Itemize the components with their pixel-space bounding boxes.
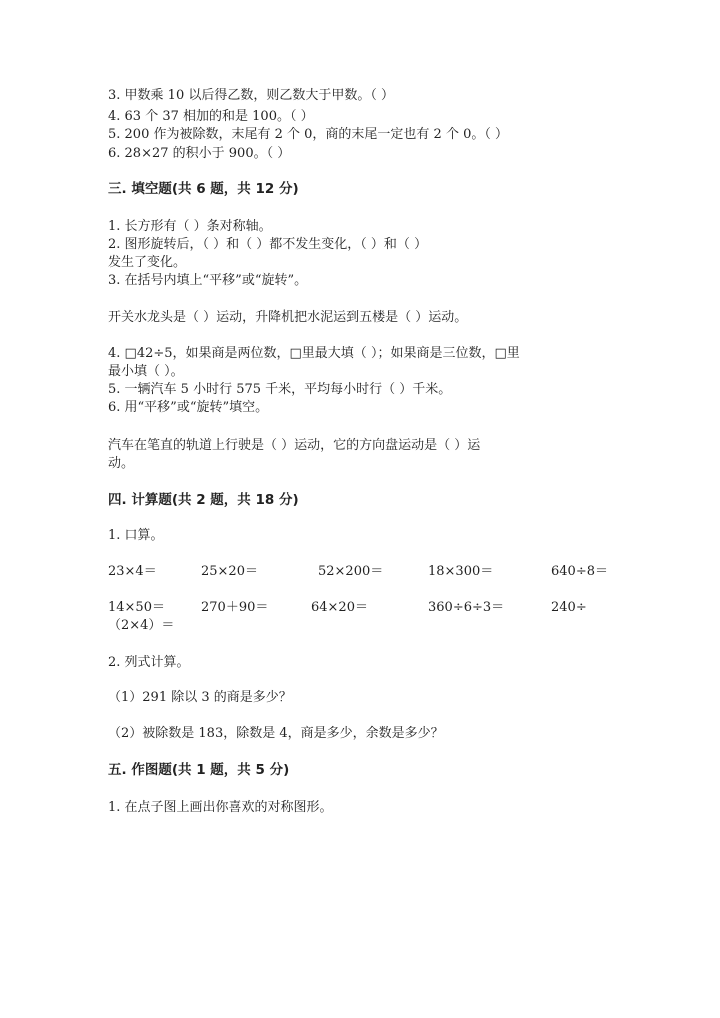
fill-question-2-line2: 发生了变化。 [108, 255, 187, 270]
mental-math-item: 240÷ [551, 600, 587, 615]
section-heading-drawing: 五. 作图题(共 1 题，共 5 分) [108, 762, 290, 778]
mental-math-item: 270＋90＝ [201, 600, 269, 615]
fill-question-4-line1: 4. □42÷5，如果商是两位数，□里最大填（ ）；如果商是三位数，□里 [108, 346, 520, 361]
mental-math-item: 14×50＝ [108, 600, 165, 615]
mental-math-item: 23×4＝ [108, 564, 157, 579]
mental-math-item: 18×300＝ [428, 564, 494, 579]
judge-question-3: 3. 甲数乘 10 以后得乙数，则乙数大于甲数。（ ） [108, 88, 394, 103]
judge-question-5: 5. 200 作为被除数，末尾有 2 个 0，商的末尾一定也有 2 个 0。（ ） [108, 127, 508, 142]
fill-question-3: 3. 在括号内填上“平移”或“旋转”。 [108, 273, 308, 288]
mental-math-item: 25×20＝ [201, 564, 258, 579]
fill-question-6-line2: 动。 [108, 456, 135, 471]
judge-question-4: 4. 63 个 37 相加的和是 100。（ ） [108, 109, 314, 124]
mental-math-item: 64×20＝ [311, 600, 368, 615]
calc-question-2: 2. 列式计算。 [108, 655, 190, 670]
calc-question-2-part1: （1）291 除以 3 的商是多少？ [108, 690, 292, 705]
fill-question-6: 6. 用“平移”或“旋转”填空。 [108, 400, 269, 415]
fill-question-3-sentence: 开关水龙头是（ ）运动，升降机把水泥运到五楼是（ ）运动。 [108, 310, 468, 325]
calc-question-2-part2: （2）被除数是 183，除数是 4，商是多少，余数是多少？ [108, 726, 444, 741]
mental-math-item-continued: （2×4）＝ [108, 618, 175, 633]
judge-question-6: 6. 28×27 的积小于 900。（ ） [108, 146, 291, 161]
section-heading-fill-blank: 三. 填空题(共 6 题，共 12 分) [108, 181, 299, 197]
fill-question-1: 1. 长方形有（ ）条对称轴。 [108, 219, 272, 234]
mental-math-item: 640÷8＝ [551, 564, 608, 579]
section-heading-calculation: 四. 计算题(共 2 题，共 18 分) [108, 492, 299, 508]
fill-question-4-line2: 最小填（ ）。 [108, 364, 184, 379]
mental-math-item: 360÷6÷3＝ [428, 600, 505, 615]
fill-question-6-line1: 汽车在笔直的轨道上行驶是（ ）运动，它的方向盘运动是（ ）运 [108, 438, 481, 453]
calc-question-1: 1. 口算。 [108, 528, 164, 543]
mental-math-item: 52×200＝ [318, 564, 384, 579]
fill-question-5: 5. 一辆汽车 5 小时行 575 千米，平均每小时行（ ）千米。 [108, 382, 452, 397]
fill-question-2-line1: 2. 图形旋转后，（ ）和（ ）都不发生变化，（ ）和（ ） [108, 237, 428, 252]
drawing-question-1: 1. 在点子图上画出你喜欢的对称图形。 [108, 800, 333, 815]
